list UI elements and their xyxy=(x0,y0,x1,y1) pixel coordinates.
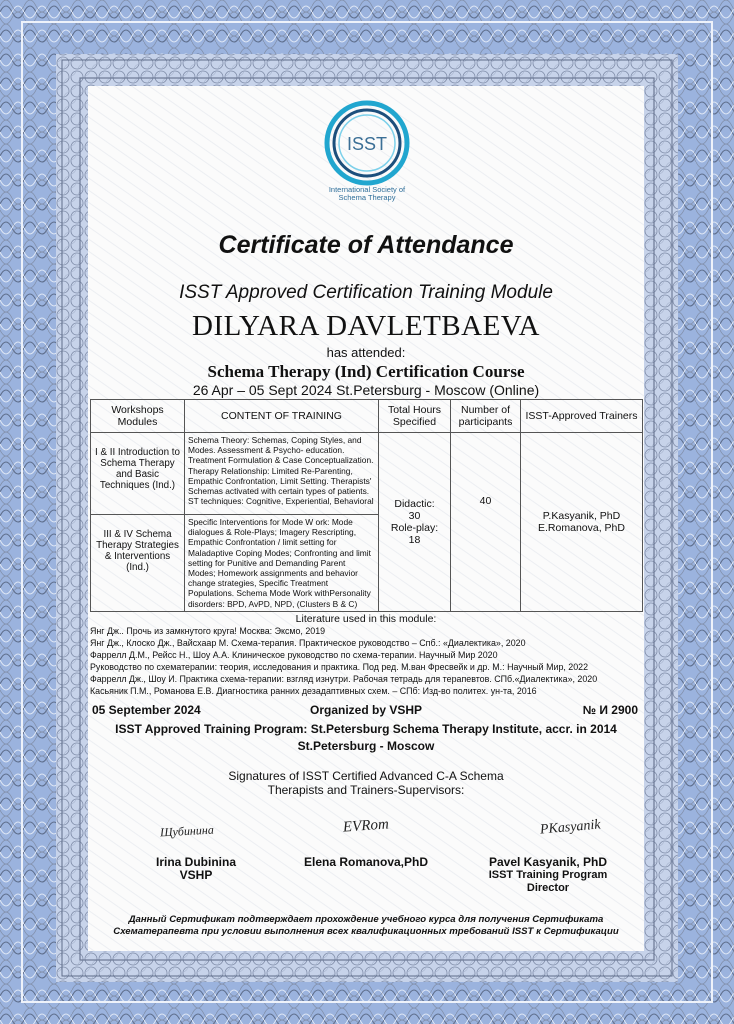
program-location: St.Petersburg - Moscow xyxy=(297,739,435,753)
module-cell: I & II Introduction to Schema Therapy and Basic Techniques (Ind.) xyxy=(91,433,185,515)
table-header-row xyxy=(91,400,643,433)
hours-line: Didactic: xyxy=(394,497,435,510)
trainer-name: P.Kasyanik, PhD xyxy=(542,509,621,522)
participants-cell: 40 xyxy=(451,433,521,612)
table-header: Workshops Modules xyxy=(91,400,185,433)
signatures-title xyxy=(88,769,644,797)
logo-text: ISST xyxy=(346,134,388,154)
certificate-title: Certificate of Attendance xyxy=(218,231,514,259)
footnote-line: Данный Сертификат подтверждает прохождение учебного курса для получения Сертификата xyxy=(128,914,604,925)
course-title: Schema Therapy (Ind) Certification Course xyxy=(207,362,525,381)
signer-role: ISST Training Program xyxy=(488,869,608,881)
signer-title: Director xyxy=(526,882,570,894)
table-header: Total Hours Specified xyxy=(379,400,451,433)
logo-org-line2: Schema Therapy xyxy=(338,193,396,202)
trainer-name: E.Romanova, PhD xyxy=(538,521,625,534)
literature-item: Янг Дж.. Прочь из замкнутого круга! Москва: Эксмо, 2019 xyxy=(90,626,326,636)
isst-logo xyxy=(324,100,410,218)
signer-dubinina xyxy=(126,856,266,882)
table-header: ISST-Approved Trainers xyxy=(521,400,643,433)
organized-by: Organized by VSHP xyxy=(309,703,423,717)
isst-logo-icon xyxy=(324,100,410,186)
literature-item: Янг Дж., Клоско Дж., Вайсхаар М. Схема-терапия. Практическое руководство – Спб.: «Диалектика», 2020 xyxy=(90,638,526,648)
module-cell: III & IV Schema Therapy Strategies & Interventions (Ind.) xyxy=(91,515,185,612)
has-attended-label: has attended: xyxy=(326,345,406,360)
signature-romanova: EVRom xyxy=(342,816,390,836)
literature-item: Руководство по схематерапии: теория, исследования и практика. Под ред. М.ван Фресвейк и др. М.: Научный Мир, 2022 xyxy=(90,662,589,672)
literature-title: Literature used in this module: xyxy=(295,613,437,625)
content-cell: Specific Interventions for Mode W ork: Mode dialogues & Role-Plays; Imagery Rescripting, Empathic Confrontation / limit setting for Maladaptive Coping Modes; Confronting and limit setting for Punitive and Demanding Parent Modes; Homework assignments and behavior change strategies, Specific Treatment Populations. Schema Mode Work withPersonality disorders: BPD, AvPD, NPD, (Clusters B & C) xyxy=(185,515,379,612)
literature-item: Фаррелл Дж., Шоу И. Практика схема-терапии: взгляд изнутри. Рабочая тетрадь для терапевтов. СПб.«Диалектика», 2020 xyxy=(90,674,598,684)
signer-kasyanik xyxy=(468,856,628,895)
content-cell: Schema Theory: Schemas, Coping Styles, and Modes. Assessment & Psycho- education. Treatment Formulation & Case Conceptualization. Therapy Relationship: Limited Re-Parenting, Empathic Confrontation, Limit Setting. Therapists' Schemas activated with certain types of patients. ST techniques: Cognitive, Experiential, Behavioral xyxy=(185,433,379,515)
issue-date: 05 September 2024 xyxy=(92,703,201,717)
table-row xyxy=(91,433,643,515)
signatures-title-line: Signatures of ISST Certified Advanced C-A Schema xyxy=(228,769,504,783)
table-header: Number of participants xyxy=(451,400,521,433)
signature-dubinina: Щубинина xyxy=(159,822,215,840)
hours-line: Role-play: xyxy=(390,521,439,534)
signer-name: Pavel Kasyanik, PhD xyxy=(488,855,608,869)
logo-org-line1: International Society of xyxy=(328,185,406,194)
signer-org: VSHP xyxy=(179,868,213,882)
signatures-title-line: Therapists and Trainers-Supervisors: xyxy=(267,783,465,797)
module-title: ISST Approved Certification Training Module xyxy=(179,282,553,303)
table-header: CONTENT OF TRAINING xyxy=(185,400,379,433)
recipient-name: DILYARA DAVLETBAEVA xyxy=(192,310,540,342)
signer-romanova xyxy=(276,856,456,869)
signer-name: Elena Romanova,PhD xyxy=(303,855,429,869)
literature-item: Фаррелл Д.М., Рейсс Н., Шоу А.А. Клиническое руководство по схема-терапии. Научный Мир 2020 xyxy=(90,650,498,660)
literature-item: Касьяник П.М., Романова Е.В. Диагностика ранних дезадаптивных схем. – СПб: Изд-во политех. ун-та, 2016 xyxy=(90,686,537,696)
certificate-footnote xyxy=(88,914,644,938)
hours-line: 18 xyxy=(408,533,421,546)
hours-line: 30 xyxy=(408,509,421,522)
signature-kasyanik: PKasyanik xyxy=(539,817,602,838)
training-table xyxy=(90,399,643,612)
trainers-cell xyxy=(521,433,643,612)
signer-name: Irina Dubinina xyxy=(155,855,236,869)
training-program: ISST Approved Training Program: St.Petersburg Schema Therapy Institute, accr. in 2014 xyxy=(115,722,617,736)
certificate-number: № И 2900 xyxy=(582,703,638,717)
hours-cell xyxy=(379,433,451,612)
footnote-line: Схематерапевта при условии выполнения всех квалификационных требований ISST к Сертификации xyxy=(113,926,619,937)
course-dates: 26 Apr – 05 Sept 2024 St.Petersburg - Moscow (Online) xyxy=(192,382,540,398)
